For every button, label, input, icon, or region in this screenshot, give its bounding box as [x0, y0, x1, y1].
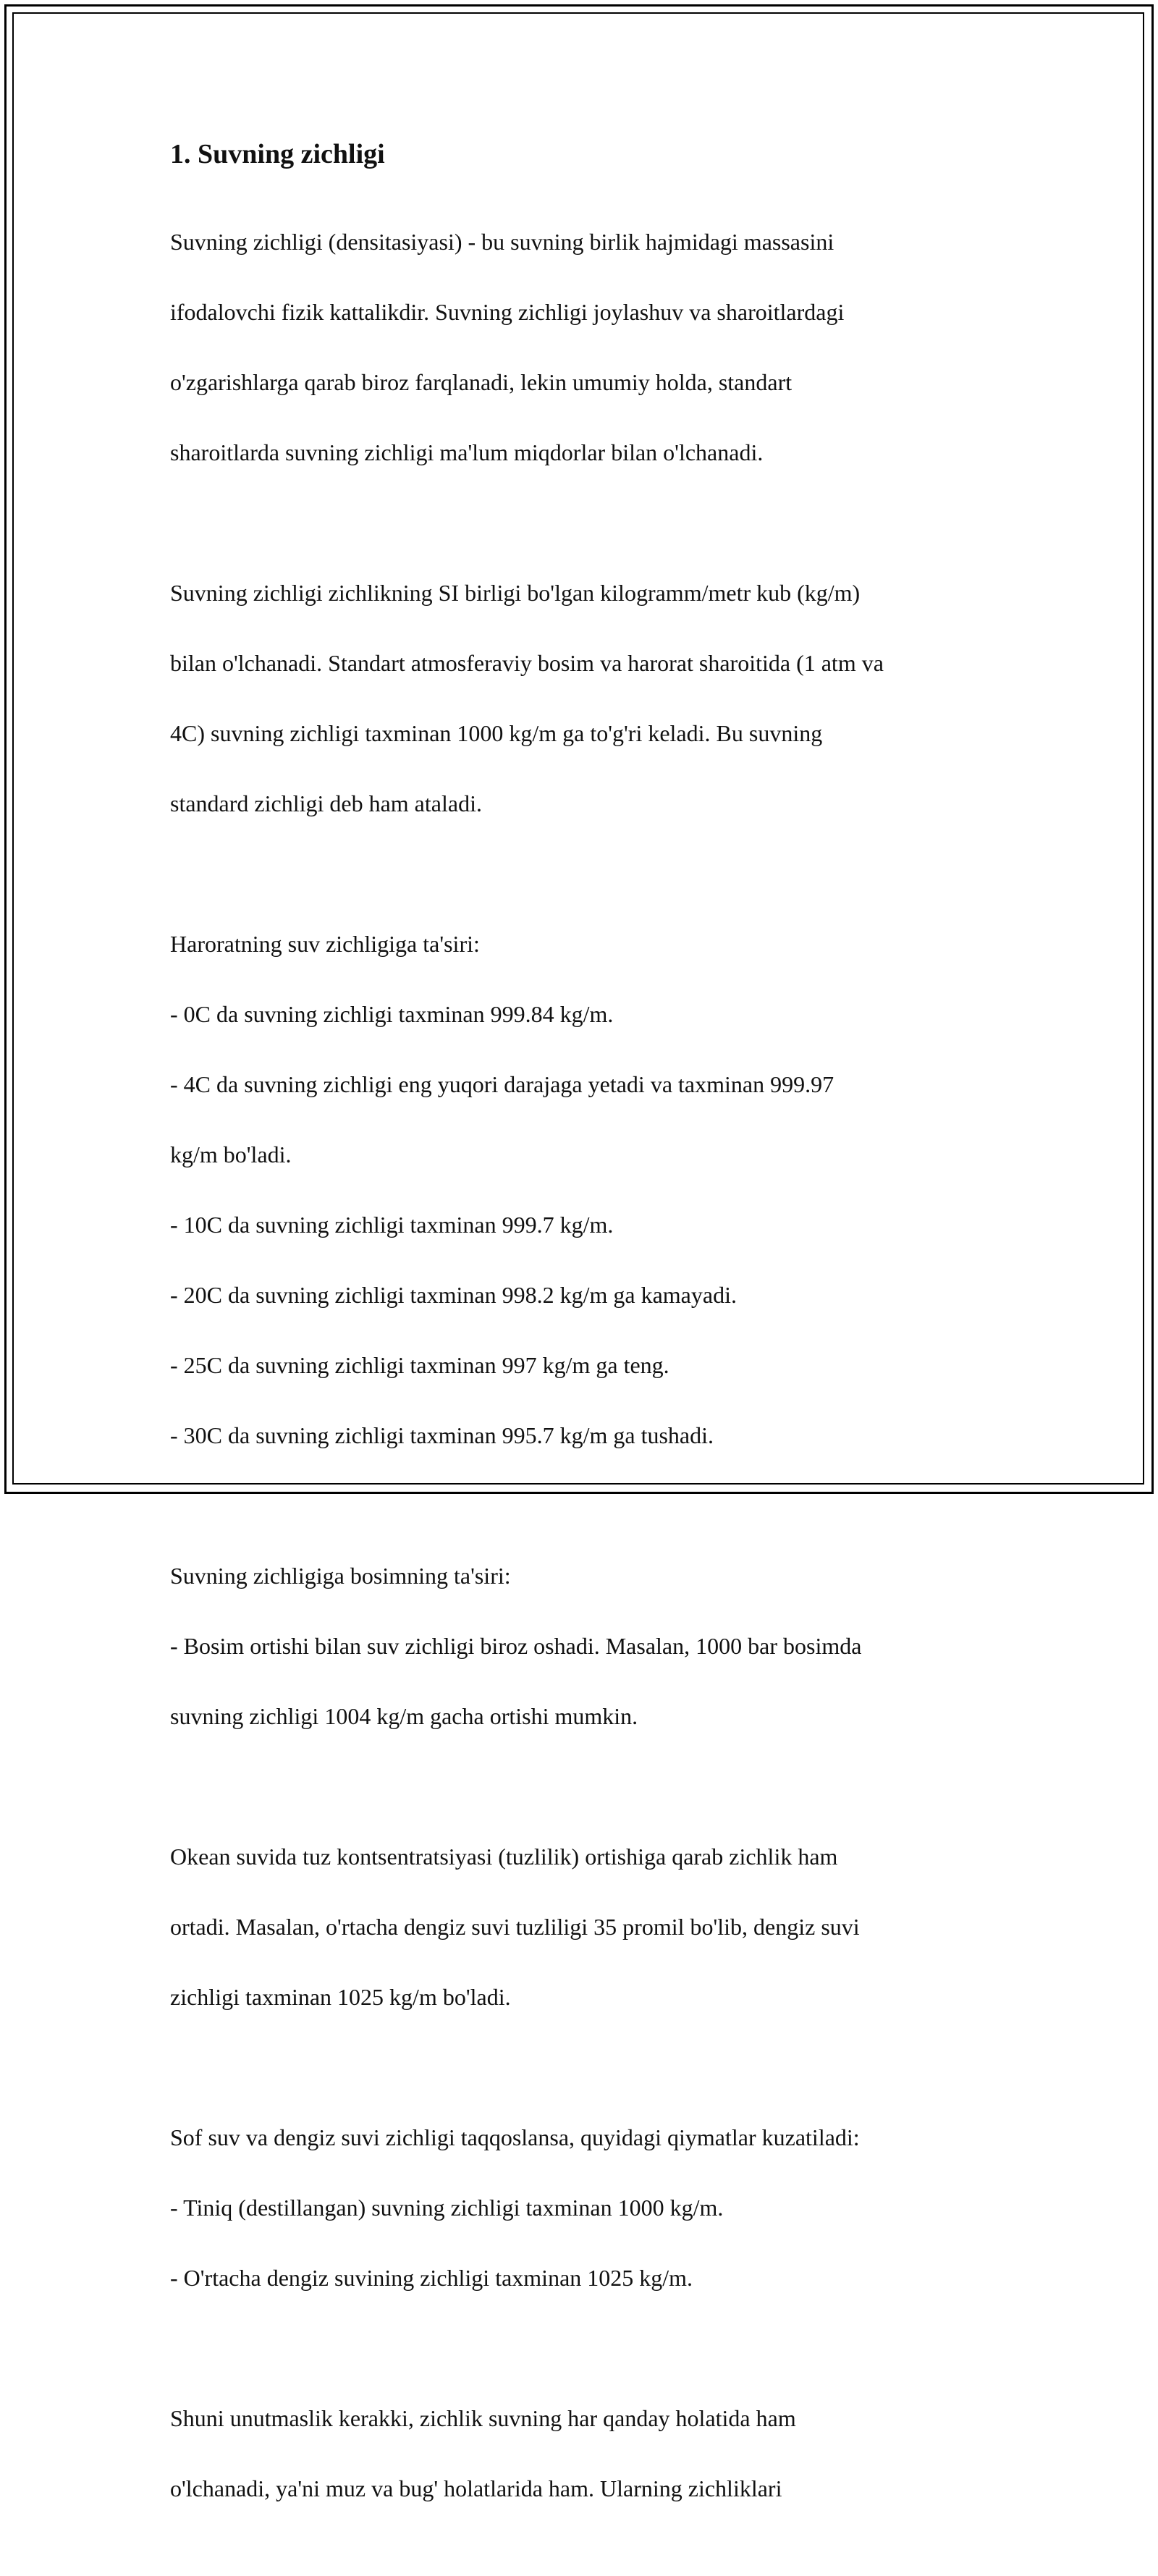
- text-line: 4C) suvning zichligi taxminan 1000 kg/m ga to'g'ri keladi. Bu suvning: [170, 719, 823, 746]
- text-line: kg/m bo'ladi.: [170, 1141, 292, 1167]
- text-line: suvning zichligi 1004 kg/m gacha ortishi mumkin.: [170, 1702, 638, 1729]
- section-heading: 1. Suvning zichligi: [170, 139, 385, 169]
- paragraph-si-unit: [170, 540, 1010, 856]
- list-item: - 20C da suvning zichligi taxminan 998.2 kg/m ga kamayadi.: [170, 1281, 737, 1308]
- text-line: Sof suv va dengiz suvi zichligi taqqoslansa, quyidagi qiymatlar kuzatiladi:: [170, 2124, 860, 2150]
- list-item: - Tiniq (destillangan) suvning zichligi taxminan 1000 kg/m.: [170, 2194, 724, 2221]
- list-item: - 25C da suvning zichligi taxminan 997 kg/m ga teng.: [170, 1351, 669, 1378]
- paragraph-temperature: [170, 891, 1010, 1488]
- text-line: Okean suvida tuz kontsentratsiyasi (tuzlilik) ortishiga qarab zichlik ham: [170, 1843, 838, 1870]
- list-item: - 30C da suvning zichligi taxminan 995.7 kg/m ga tushadi.: [170, 1422, 714, 1448]
- text-line: ortadi. Masalan, o'rtacha dengiz suvi tuzliligi 35 promil bo'lib, dengiz suvi: [170, 1913, 860, 1940]
- list-item: - 10C da suvning zichligi taxminan 999.7 kg/m.: [170, 1211, 614, 1238]
- list-item: - Bosim ortishi bilan suv zichligi biroz oshadi. Masalan, 1000 bar bosimda: [170, 1632, 862, 1659]
- text-line: Haroratning suv zichligiga ta'siri:: [170, 930, 480, 957]
- list-item: - O'rtacha dengiz suvining zichligi taxminan 1025 kg/m.: [170, 2264, 693, 2291]
- text-line: Shuni unutmaslik kerakki, zichlik suvning har qanday holatida ham: [170, 2404, 796, 2431]
- text-line: sharoitlarda suvning zichligi ma'lum miqdorlar bilan o'lchanadi.: [170, 439, 764, 465]
- text-line: zichligi taxminan 1025 kg/m bo'ladi.: [170, 1983, 511, 2010]
- text-line: Suvning zichligi (densitasiyasi) - bu suvning birlik hajmidagi massasini: [170, 228, 834, 255]
- text-line: Suvning zichligi zichlikning SI birligi bo'lgan kilogramm/metr kub (kg/m): [170, 579, 861, 606]
- text-line: o'zgarishlarga qarab biroz farqlanadi, lekin umumiy holda, standart: [170, 368, 793, 395]
- paragraph-salinity: [170, 1804, 1010, 2050]
- text-line: standard zichligi deb ham ataladi.: [170, 790, 482, 816]
- document-body: [170, 134, 1010, 2576]
- paragraph-pressure: [170, 1523, 1010, 1769]
- paragraph-comparison: [170, 2085, 1010, 2331]
- text-line: o'lchanadi, ya'ni muz va bug' holatlarida ham. Ularning zichliklari: [170, 2475, 782, 2501]
- text-line: bilan o'lchanadi. Standart atmosferaviy bosim va harorat sharoitida (1 atm va: [170, 649, 884, 676]
- text-line: Suvning zichligiga bosimning ta'siri:: [170, 1562, 511, 1589]
- list-item: - 0C da suvning zichligi taxminan 999.84 kg/m.: [170, 1000, 614, 1027]
- list-item: - 4C da suvning zichligi eng yuqori darajaga yetadi va taxminan 999.97: [170, 1070, 834, 1097]
- paragraph-states: [170, 2365, 1010, 2541]
- text-line: ifodalovchi fizik kattalikdir. Suvning zichligi joylashuv va sharoitlardagi: [170, 298, 845, 325]
- paragraph-definition: [170, 189, 1010, 505]
